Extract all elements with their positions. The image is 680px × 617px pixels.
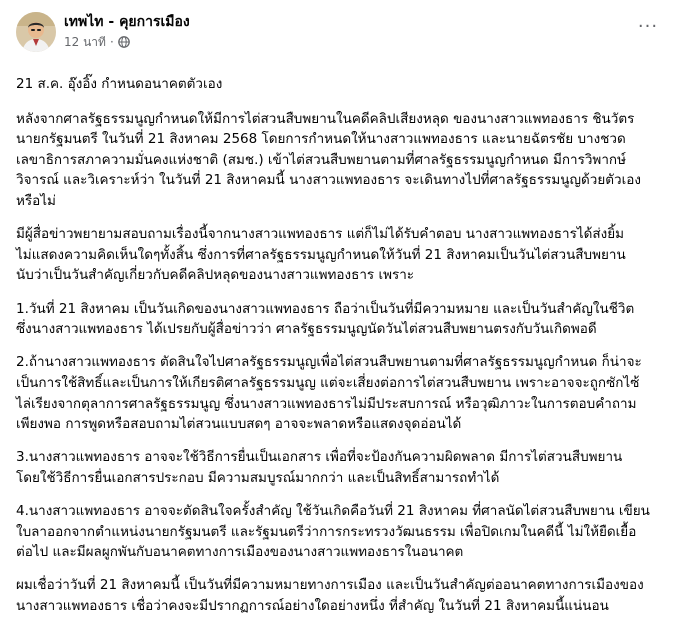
post-paragraph-6: 4.นางสาวแพทองธาร อาจจะตัดสินใจครั้งสำคัญ ใช้วันเกิดคือวันที่ 21 สิงหาคม ที่ศาลนัดไต่สวนสืบพยาน เขียน ใบลาออกจากตำแหน่งนายกรัฐมนตรี และรัฐมนตรีว่าการกระทรวงวัฒนธรรม เพื่อปิดเกมในคดีนี้ ไม่ให้ยืดเยื้อ ต่อไป และมีผลผูกพันกับอนาคตทางการเมืองของนางสาวแพทองธารในอนาคต <box>16 503 650 561</box>
post-paragraph-1: หลังจากศาลรัฐธรรมนูญกำหนดให้มีการไต่สวนสืบพยานในคดีคลิปเสียงหลุด ของนางสาวแพทองธาร ชินวัตร นายกรัฐมนตรี ในวันที่ 21 สิงหาคม 2568 โดยการกำหนดให้นางสาวแพทองธาร และนายฉัตรชัย บางชวด เลขาธิการสภาความมั่นคงแห่งชาติ (สมช.) เข้าไต่สวนสืบพยานตามที่ศาลรัฐธรรมนูญกำหนด มีการวิพากษ์ วิจารณ์ และวิเคราะห์ว่า ในวันที่ 21 สิงหาคมนี้ นางสาวแพทองธาร จะเดินทางไปที่ศาลรัฐธรรมนูญด้วยตัวเอง หรือไม่ <box>16 110 641 209</box>
separator-dot: · <box>109 35 114 49</box>
post-paragraph-2: มีผู้สื่อข่าวพยายามสอบถามเรื่องนี้จากนางสาวแพทองธาร แต่ก็ไม่ได้รับคำตอบ นางสาวแพทองธารได้ส่งยิ้ม ไม่แสดงความคิดเห็นใดๆทั้งสิ้น ซึ่งการที่ศาลรัฐธรรมนูญกำหนดให้วันที่ 21 สิงหาคมเป็นวันไต่สวนสืบพยาน นับว่าเป็นวันสำคัญเกี่ยวกับคดีคลิปหลุดของนางสาวแพทองธาร เพราะ <box>16 226 626 284</box>
post-paragraph-4: 2.ถ้านางสาวแพทองธาร ตัดสินใจไปศาลรัฐธรรมนูญเพื่อไต่สวนสืบพยานตามที่ศาลรัฐธรรมนูญกำหนด ก็น่าจะ เป็นการใช้สิทธิ์และเป็นการให้เกียรติศาลรัฐธรรมนูญ แต่จะเสี่ยงต่อการไต่สวนสืบพยาน เพราะอาจจะถูกซักไซ้ ไล่เรียงจากตุลาการศาลรัฐธรรมนูญ ซึ่งนางสาวแพทองธารไม่มีประสบการณ์ หรือวุฒิภาวะในการตอบคำถาม เพียงพอ การพูดหรือสอบถามไต่สวนแบบสดๆ อาจจะพลาดหรือแสดงจุดอ่อนได้ <box>16 354 642 433</box>
post-timestamp[interactable]: 12 นาที <box>64 35 106 49</box>
author-name[interactable]: เทพไท - คุยการเมือง <box>64 14 190 30</box>
post-body <box>16 74 664 617</box>
more-options-icon[interactable]: ··· <box>637 15 659 37</box>
post-header <box>16 12 664 62</box>
post-paragraph-5: 3.นางสาวแพทองธาร อาจจะใช้วิธีการยื่นเป็นเอกสาร เพื่อที่จะป้องกันความผิดพลาด มีการไต่สวนสืบพยาน โดยใช้วิธีการยื่นเอกสารประกอบ มีความสมบูรณ์มากกว่า และเป็นสิทธิ์สามารถทำได้ <box>16 449 623 486</box>
post-paragraph-7: ผมเชื่อว่าวันที่ 21 สิงหาคมนี้ เป็นวันที่มีความหมายทางการเมือง และเป็นวันสำคัญต่ออนาคตทางการเมืองของ นางสาวแพทองธาร เชื่อว่าคงจะมีปรากฏการณ์อย่างใดอย่างหนึ่ง ที่สำคัญ ในวันที่ 21 สิงหาคมนี้แน่นอน <box>16 577 644 615</box>
post-paragraph-3: 1.วันที่ 21 สิงหาคม เป็นวันเกิดของนางสาวแพทองธาร ถือว่าเป็นวันที่มีความหมาย และเป็นวันสำคัญในชีวิต ซึ่งนางสาวแพทองธาร ได้เปรยกับผู้สื่อข่าวว่า ศาลรัฐธรรมนูญนัดวันไต่สวนสืบพยานตรงกับวันเกิดพอดี <box>16 300 635 338</box>
post-headline: 21 ส.ค. อุ๊งอิ๊ง กำหนดอนาคตตัวเอง <box>16 76 223 92</box>
post-subline <box>64 34 190 50</box>
globe-icon[interactable] <box>118 36 130 48</box>
avatar-image <box>16 12 56 52</box>
post-meta <box>64 13 190 50</box>
author-avatar[interactable] <box>16 12 56 52</box>
